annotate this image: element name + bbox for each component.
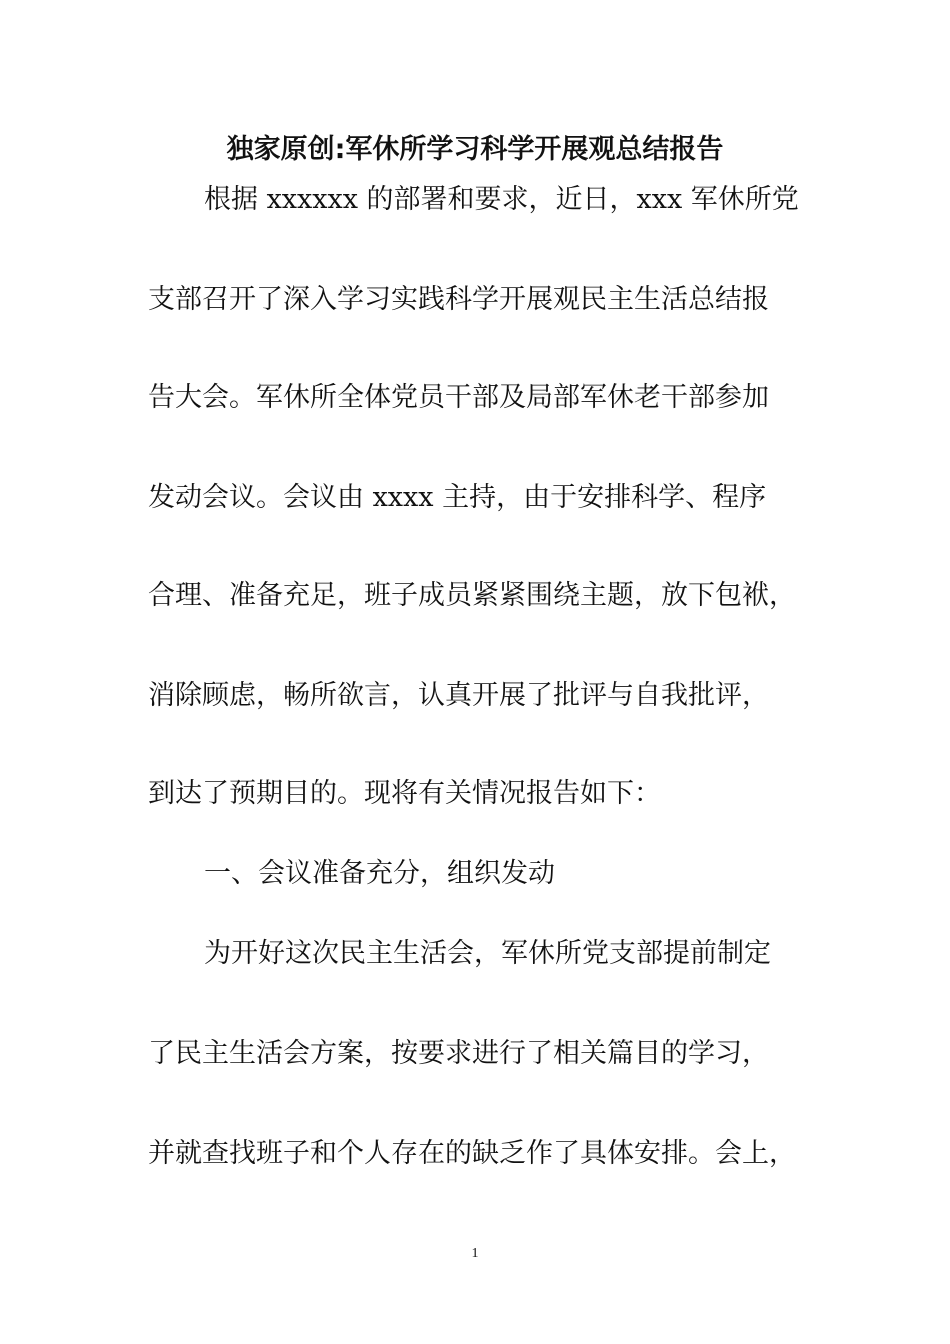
paragraph-line: 发动会议。会议由 xxxx 主持，由于安排科学、程序 [148, 482, 767, 513]
paragraph-line: 支部召开了深入学习实践科学开展观民主生活总结报 [148, 284, 769, 315]
paragraph-line: 告大会。军休所全体党员干部及局部军休老干部参加 [148, 382, 769, 413]
paragraph-line: 为开好这次民主生活会，军休所党支部提前制定 [204, 938, 771, 969]
section-heading: 一、会议准备充分，组织发动 [204, 858, 555, 889]
paragraph-line: 合理、准备充足，班子成员紧紧围绕主题，放下包袱， [148, 580, 796, 611]
paragraph-line: 消除顾虑，畅所欲言，认真开展了批评与自我批评， [148, 680, 769, 711]
paragraph-line: 到达了预期目的。现将有关情况报告如下： [148, 778, 661, 809]
paragraph-line: 了民主生活会方案，按要求进行了相关篇目的学习， [148, 1038, 769, 1069]
document-title: 独家原创:军休所学习科学开展观总结报告 [226, 134, 724, 165]
paragraph-line: 并就查找班子和个人存在的缺乏作了具体安排。会上， [148, 1138, 796, 1169]
paragraph-line: 根据 xxxxxx 的部署和要求，近日，xxx 军休所党 [204, 184, 799, 215]
page-number: 1 [471, 1246, 479, 1261]
